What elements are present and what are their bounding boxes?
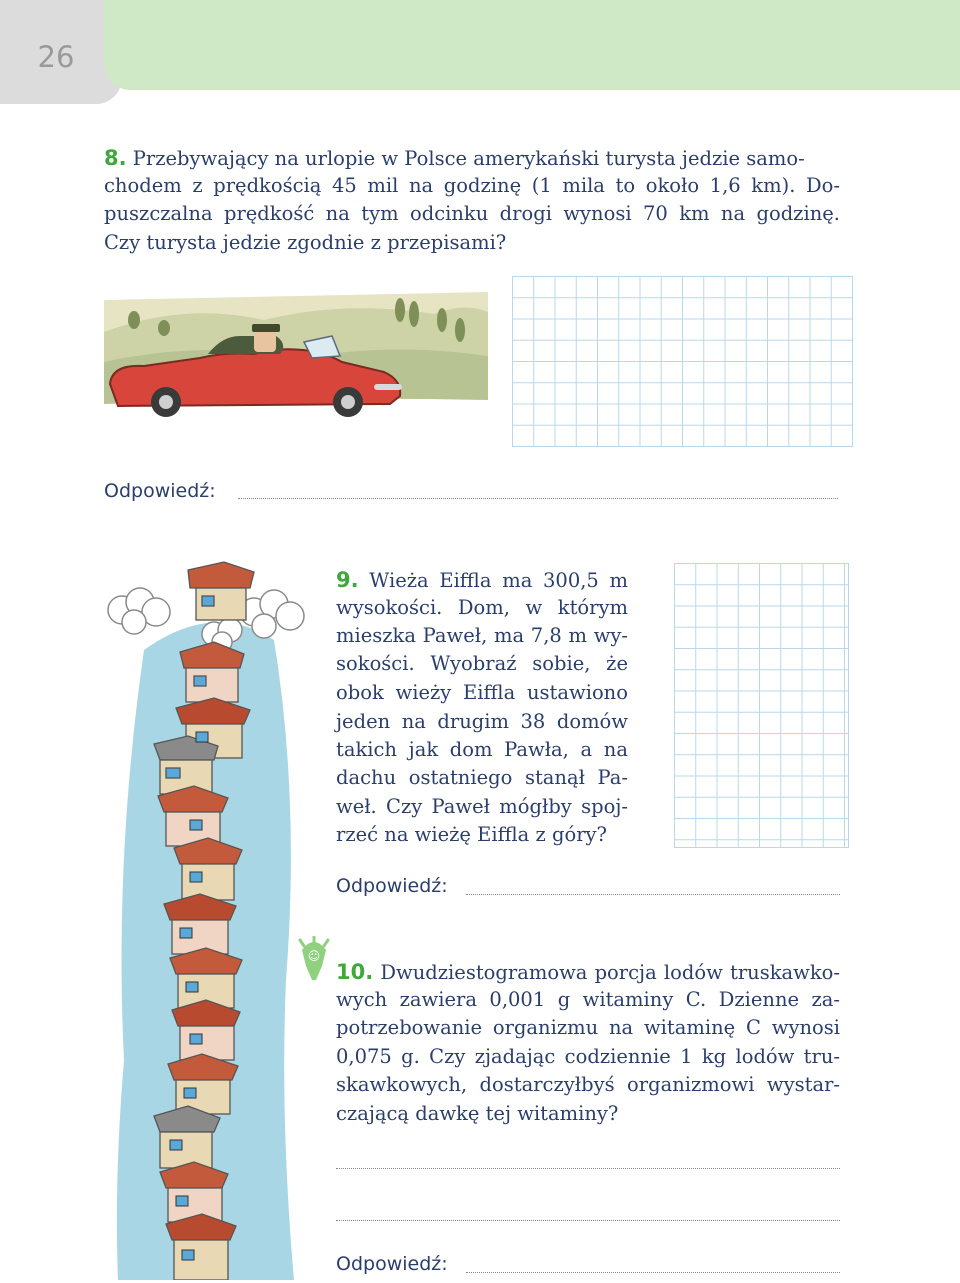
answer-label: Odpowiedź: [336, 1253, 448, 1275]
task-text-line: weł. Czy Paweł mógłby spoj- [336, 795, 628, 818]
task-number: 8. [104, 146, 127, 170]
task-text-line: dachu ostatniego stanął Pa- [336, 766, 628, 789]
answer-line[interactable] [238, 498, 838, 499]
task-text-line: czającą dawkę tej witaminy? [336, 1102, 619, 1125]
task-number: 10. [336, 960, 374, 984]
task-text-line: 0,075 g. Czy zjadając codziennie 1 kg lodów tru- [336, 1045, 840, 1068]
task-text-line: sokości. Wyobraź sobie, że [336, 652, 628, 675]
task-text-line: obok wieży Eiffla ustawiono [336, 681, 628, 704]
task-text-line: Wieża Eiffla ma 300,5 m [369, 569, 628, 592]
task-text-line: puszczalna prędkość na tym odcinku drogi wynosi 70 km na godzinę. [104, 202, 840, 225]
task-text-line: jeden na drugim 38 domów [336, 710, 628, 733]
task-text-line: Dwudziestogramowa porcja lodów truskawko- [380, 961, 840, 984]
task-text-line: rzeć na wieżę Eiffla z góry? [336, 823, 607, 846]
task-text-line: potrzebowanie organizmu na witaminę C wynosi [336, 1016, 840, 1039]
answer-line[interactable] [466, 1272, 840, 1273]
task-text-line: chodem z prędkością 45 mil na godzinę (1 mila to około 1,6 km). Do- [104, 174, 840, 197]
task-number: 9. [336, 568, 359, 592]
task-text-line: wych zawiera 0,001 g witaminy C. Dzienne za- [336, 988, 840, 1011]
task-text-line: wysokości. Dom, w którym [336, 596, 628, 619]
answer-label: Odpowiedź: [104, 480, 216, 502]
calculation-grid[interactable] [674, 563, 849, 848]
task-text-line: Przebywający na urlopie w Polsce amerykański turysta jedzie samo- [132, 147, 805, 170]
page-number: 26 [37, 40, 75, 74]
calculation-grid[interactable] [512, 276, 853, 447]
answer-line[interactable] [466, 894, 840, 895]
answer-label: Odpowiedź: [336, 875, 448, 897]
task-text-line: Czy turysta jedzie zgodnie z przepisami? [104, 231, 507, 254]
car-illustration [104, 292, 488, 440]
header-bar [104, 0, 960, 90]
task-text-line: skawkowych, dostarczyłbyś organizmowi wystar- [336, 1073, 840, 1096]
svg-text:☺: ☺ [307, 949, 321, 963]
task-text-line: takich jak dom Pawła, a na [336, 738, 628, 761]
calculation-line[interactable] [336, 1220, 840, 1221]
task-text-line: mieszka Paweł, ma 7,8 m wy- [336, 624, 628, 647]
house-tower-illustration [104, 560, 336, 1280]
calculation-line[interactable] [336, 1168, 840, 1169]
ice-cream-icon [294, 936, 334, 982]
